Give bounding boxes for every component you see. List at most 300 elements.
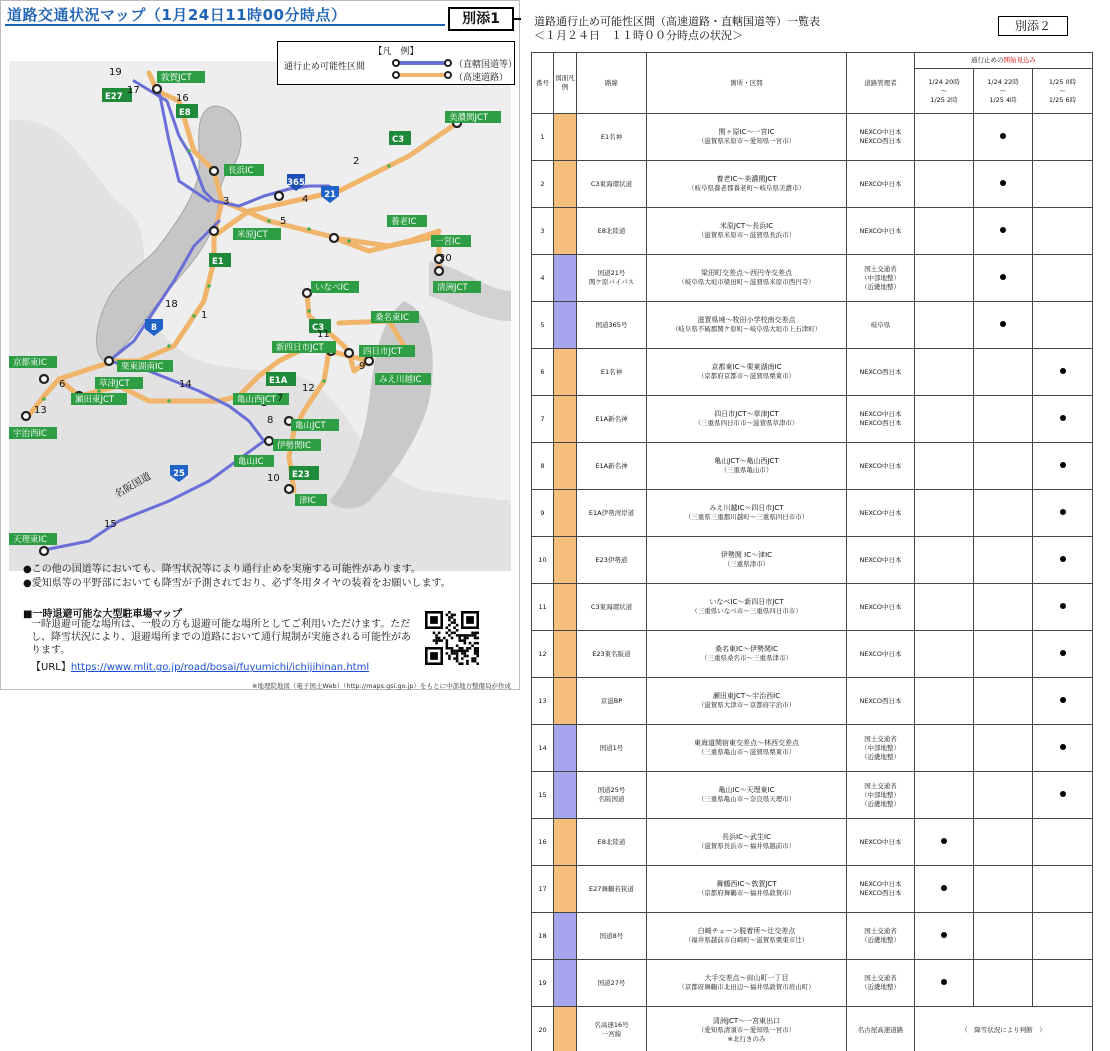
row-period-1 bbox=[915, 678, 974, 725]
place-label: 京都東IC bbox=[13, 358, 47, 368]
section-number: 9 bbox=[359, 361, 366, 372]
place-label: 亀山西JCT bbox=[237, 395, 277, 405]
category-expressway-swatch bbox=[554, 114, 576, 160]
row-route: E1名神 bbox=[577, 349, 647, 396]
closure-start-dot bbox=[941, 932, 947, 938]
node-nagahama bbox=[210, 167, 218, 175]
period-line: 1/24 20時 bbox=[928, 77, 960, 86]
legend-dot-start bbox=[392, 71, 400, 79]
qr-module bbox=[448, 657, 451, 660]
header-start-a: 通行止めの bbox=[971, 56, 1004, 64]
route-label: C3 bbox=[312, 323, 325, 333]
row-number: 15 bbox=[532, 772, 554, 819]
row-period-2 bbox=[974, 819, 1033, 866]
section-sub: （三重県いなべ市～三重県四日市市） bbox=[691, 607, 802, 615]
row-route: E8北陸道 bbox=[577, 208, 647, 255]
section-sub: （京都府舞鶴市～福井県敦賀市） bbox=[697, 889, 796, 897]
section-sub: （滋賀県大津市～京都府宇治市） bbox=[697, 701, 796, 709]
section-sub: （京都府京都市～滋賀県栗東市） bbox=[697, 372, 796, 380]
row-period-3 bbox=[1033, 631, 1093, 678]
table-row bbox=[532, 1007, 1093, 1051]
row-period-3 bbox=[1033, 349, 1093, 396]
table-row bbox=[532, 302, 1093, 349]
qr-module bbox=[464, 634, 467, 637]
header-manager: 道路管理者 bbox=[847, 53, 915, 114]
qr-module bbox=[476, 637, 479, 640]
row-period-2 bbox=[974, 490, 1033, 537]
closure-start-dot bbox=[1000, 180, 1006, 186]
period-line: 1/25 0時 bbox=[1048, 77, 1077, 86]
row-period-1 bbox=[915, 866, 974, 913]
section-number: 7 bbox=[277, 393, 284, 404]
row-route: E8北陸道 bbox=[577, 819, 647, 866]
table-row bbox=[532, 114, 1093, 161]
row-section bbox=[647, 913, 847, 960]
row-period-1 bbox=[915, 302, 974, 349]
shield-label: 21 bbox=[324, 190, 336, 200]
row-number: 6 bbox=[532, 349, 554, 396]
shield-label: 25 bbox=[173, 469, 185, 479]
row-number: 14 bbox=[532, 725, 554, 772]
node-maibara bbox=[210, 227, 218, 235]
qr-module bbox=[453, 619, 456, 622]
row-period-1 bbox=[915, 255, 974, 302]
row-number: 2 bbox=[532, 161, 554, 208]
qr-module bbox=[471, 660, 474, 663]
qr-module bbox=[448, 629, 451, 632]
row-category bbox=[554, 772, 577, 819]
section-number: 12 bbox=[302, 383, 315, 394]
qr-module bbox=[474, 657, 477, 660]
qr-module bbox=[435, 637, 438, 640]
section-sub: （滋賀県長浜市～福井県越前市） bbox=[697, 842, 796, 850]
section-sub: （京都府舞鶴市北田辺～福井県敦賀市肩山町） bbox=[678, 983, 815, 991]
qr-module bbox=[456, 650, 459, 653]
row-category bbox=[554, 584, 577, 631]
node-kameyamaic bbox=[265, 437, 273, 445]
row-manager: NEXCO中日本 bbox=[847, 490, 915, 537]
row-manager: NEXCO西日本 bbox=[847, 349, 915, 396]
node-tsuruga bbox=[153, 85, 161, 93]
row-category bbox=[554, 114, 577, 161]
place-label: 天理東IC bbox=[13, 535, 47, 545]
category-expressway-swatch bbox=[554, 208, 576, 254]
row-route: 国道365号 bbox=[577, 302, 647, 349]
section-main: 伊勢関 IC～津IC bbox=[720, 551, 773, 559]
qr-module bbox=[430, 616, 438, 624]
closure-start-dot bbox=[1060, 791, 1066, 797]
header-period-1 bbox=[915, 69, 974, 114]
section-main: 舞鶴西IC～敦賀JCT bbox=[716, 880, 777, 888]
header-num: 番号 bbox=[532, 53, 554, 114]
section-number: 10 bbox=[267, 473, 280, 484]
row-section bbox=[647, 302, 847, 349]
row-category bbox=[554, 208, 577, 255]
legend-label: 通行止め可能性区間 bbox=[284, 62, 366, 72]
section-main: 養老IC～美濃関JCT bbox=[716, 175, 777, 183]
row-period-1 bbox=[915, 772, 974, 819]
row-section bbox=[647, 490, 847, 537]
qr-code[interactable] bbox=[425, 611, 479, 665]
closure-start-dot bbox=[941, 979, 947, 985]
row-number: 13 bbox=[532, 678, 554, 725]
row-category bbox=[554, 631, 577, 678]
place-label: 伊勢関IC bbox=[277, 441, 311, 451]
table-row bbox=[532, 725, 1093, 772]
row-route: E23東名阪道 bbox=[577, 631, 647, 678]
legend-dot-end bbox=[444, 71, 452, 79]
table-row bbox=[532, 819, 1093, 866]
legend-expressway-text: （高速道路） bbox=[454, 73, 509, 83]
table-row bbox=[532, 866, 1093, 913]
row-manager: NEXCO中日本 NEXCO西日本 bbox=[847, 396, 915, 443]
section-sub: （愛知県清須市～愛知県一宮市） bbox=[697, 1025, 796, 1034]
section-sub: （三重県亀山市～奈良県天理市） bbox=[697, 795, 796, 803]
section-number: 17 bbox=[127, 85, 140, 96]
row-route: E23伊勢道 bbox=[577, 537, 647, 584]
qr-module bbox=[461, 652, 464, 655]
qr-module bbox=[458, 639, 461, 642]
row-category bbox=[554, 302, 577, 349]
category-direct-swatch bbox=[554, 772, 576, 818]
qr-module bbox=[438, 639, 441, 642]
qr-module bbox=[446, 652, 449, 655]
row-number: 8 bbox=[532, 443, 554, 490]
category-expressway-swatch bbox=[554, 819, 576, 865]
row-category bbox=[554, 725, 577, 772]
qr-module bbox=[476, 642, 479, 645]
qr-module bbox=[456, 644, 459, 647]
row-manager: NEXCO西日本 bbox=[847, 678, 915, 725]
qr-module bbox=[474, 647, 477, 650]
row-period-2 bbox=[974, 631, 1033, 678]
node-tenrihigashi bbox=[40, 547, 48, 555]
route-label: C3 bbox=[392, 135, 405, 145]
section-main: 長浜IC～武生IC bbox=[722, 833, 771, 841]
qr-module bbox=[438, 637, 441, 640]
row-manager: 国土交通省 （近畿地整） bbox=[847, 913, 915, 960]
table-row bbox=[532, 678, 1093, 725]
qr-module bbox=[471, 632, 474, 635]
map-legend bbox=[277, 41, 518, 85]
row-manager: NEXCO中日本 bbox=[847, 819, 915, 866]
section-sub: （三重県亀山市～滋賀県栗東市） bbox=[697, 748, 796, 756]
place-label: 草津JCT bbox=[99, 379, 130, 389]
parking-body: 一時退避可能な場所は、一般の方も退避可能な場所としてご利用いただけます。ただし、降雪状況により、退避場所までの道路において通行規制が実施される可能性があります。 bbox=[31, 619, 411, 656]
qr-module bbox=[461, 639, 464, 642]
closure-start-dot bbox=[1060, 556, 1066, 562]
place-label: いなべIC bbox=[315, 283, 349, 293]
qr-module bbox=[461, 662, 464, 665]
row-period-1 bbox=[915, 443, 974, 490]
closure-table bbox=[531, 52, 1093, 1051]
qr-module bbox=[474, 637, 477, 640]
route-label: E1A bbox=[269, 376, 288, 386]
row-period-3 bbox=[1033, 302, 1093, 349]
row-period-3 bbox=[1033, 114, 1093, 161]
closure-start-dot bbox=[1060, 744, 1066, 750]
row-period-3 bbox=[1033, 396, 1093, 443]
legend-direct-text: （直轄国道等） bbox=[454, 60, 518, 70]
qr-module bbox=[453, 621, 456, 624]
qr-module bbox=[466, 634, 469, 637]
table-row bbox=[532, 537, 1093, 584]
closure-start-dot bbox=[1000, 274, 1006, 280]
header-section: 箇所・区間 bbox=[647, 53, 847, 114]
qr-module bbox=[453, 657, 456, 660]
row-period-1 bbox=[915, 537, 974, 584]
row-period-3 bbox=[1033, 772, 1093, 819]
row-number: 9 bbox=[532, 490, 554, 537]
row-route: 国道27号 bbox=[577, 960, 647, 1007]
period-line: 1/25 6時 bbox=[1048, 95, 1077, 104]
place-label: 清洲JCT bbox=[437, 283, 468, 293]
place-label: 亀山JCT bbox=[295, 421, 326, 431]
node-yoro bbox=[330, 234, 338, 242]
row-period-3 bbox=[1033, 537, 1093, 584]
section-sub: （三重県亀山市） bbox=[720, 466, 773, 474]
route-label: E23 bbox=[292, 470, 310, 480]
row-period-2 bbox=[974, 537, 1033, 584]
section-sub: （三重県津市） bbox=[723, 560, 770, 568]
qr-module bbox=[466, 616, 474, 624]
table-row bbox=[532, 490, 1093, 537]
row-period-2 bbox=[974, 725, 1033, 772]
section-number: 2 bbox=[353, 156, 360, 167]
parking-url-link[interactable]: https://www.mlit.go.jp/road/bosai/fuyumichi/ichijihinan.html bbox=[70, 662, 370, 673]
qr-module bbox=[448, 619, 451, 622]
qr-module bbox=[466, 650, 469, 653]
row-number: 10 bbox=[532, 537, 554, 584]
qr-module bbox=[451, 614, 454, 617]
table-row bbox=[532, 913, 1093, 960]
row-period-3 bbox=[1033, 208, 1093, 255]
closure-start-dot bbox=[1060, 368, 1066, 374]
section-main: 東海道関宿東交差点～林西交差点 bbox=[694, 739, 799, 747]
row-manager: NEXCO中日本 bbox=[847, 443, 915, 490]
route-label: E8 bbox=[179, 108, 191, 118]
place-label: 桑名東IC bbox=[375, 313, 409, 323]
place-label: 美濃関JCT bbox=[449, 113, 489, 123]
annex-connector bbox=[513, 18, 521, 20]
parking-url-line bbox=[31, 658, 369, 673]
section-sub: （福井県越前市白崎町～滋賀県栗東市辻） bbox=[684, 936, 809, 944]
qr-module bbox=[464, 637, 467, 640]
qr-module bbox=[464, 650, 467, 653]
section-sub: （滋賀県米原市～滋賀県長浜市） bbox=[697, 231, 796, 239]
place-label: 新四日市JCT bbox=[276, 343, 324, 353]
category-expressway-swatch bbox=[554, 678, 576, 724]
row-period-3 bbox=[1033, 866, 1093, 913]
map-title: 道路交通状況マップ（1月24日11時00分時点） bbox=[7, 6, 347, 24]
qr-module bbox=[469, 647, 472, 650]
annex-1-badge: 別添1 bbox=[448, 7, 514, 31]
place-label: 一宮IC bbox=[435, 237, 461, 247]
category-expressway-swatch bbox=[554, 1007, 576, 1051]
qr-module bbox=[446, 632, 449, 635]
category-expressway-swatch bbox=[554, 490, 576, 536]
closure-start-dot bbox=[1000, 227, 1006, 233]
table-title bbox=[534, 15, 820, 43]
row-route: 国道25号 名阪国道 bbox=[577, 772, 647, 819]
row-section bbox=[647, 819, 847, 866]
table-body bbox=[532, 114, 1093, 1051]
qr-module bbox=[433, 639, 436, 642]
row-section bbox=[647, 866, 847, 913]
row-period-1 bbox=[915, 208, 974, 255]
node-ujinishi bbox=[22, 412, 30, 420]
qr-module bbox=[476, 652, 479, 655]
row-manager: NEXCO中日本 bbox=[847, 161, 915, 208]
section-main: 亀山IC～天理東IC bbox=[718, 786, 775, 794]
category-expressway-swatch bbox=[554, 396, 576, 442]
qr-module bbox=[474, 650, 477, 653]
qr-module bbox=[453, 614, 456, 617]
row-manager: 岐阜県 bbox=[847, 302, 915, 349]
row-period-2 bbox=[974, 114, 1033, 161]
qr-module bbox=[476, 662, 479, 665]
qr-module bbox=[448, 624, 451, 627]
row-period-2 bbox=[974, 302, 1033, 349]
qr-module bbox=[458, 647, 461, 650]
table-row bbox=[532, 161, 1093, 208]
section-sub: （滋賀県米原市～愛知県一宮市） bbox=[697, 137, 796, 145]
row-period-1 bbox=[915, 725, 974, 772]
qr-module bbox=[466, 637, 469, 640]
closure-start-dot bbox=[941, 885, 947, 891]
row-period-2 bbox=[974, 161, 1033, 208]
qr-module bbox=[464, 642, 467, 645]
row-category bbox=[554, 349, 577, 396]
row-period-3 bbox=[1033, 960, 1093, 1007]
table-row bbox=[532, 208, 1093, 255]
row-period-2 bbox=[974, 255, 1033, 302]
qr-module bbox=[448, 655, 451, 658]
qr-module bbox=[466, 662, 469, 665]
row-route: 国道1号 bbox=[577, 725, 647, 772]
period-line: ～ bbox=[1059, 86, 1066, 95]
qr-module bbox=[461, 650, 464, 653]
category-expressway-swatch bbox=[554, 443, 576, 489]
row-number: 5 bbox=[532, 302, 554, 349]
row-period-1 bbox=[915, 490, 974, 537]
section-main: 四日市JCT～草津JCT bbox=[714, 410, 779, 418]
legend-direct-line bbox=[396, 61, 448, 65]
legend-dot-end bbox=[444, 59, 452, 67]
row-section bbox=[647, 631, 847, 678]
route-label: E1 bbox=[212, 257, 224, 267]
row-special-status: （ 降雪状況により判断 ） bbox=[915, 1007, 1093, 1051]
legend-dot-start bbox=[392, 59, 400, 67]
closure-start-dot bbox=[1060, 509, 1066, 515]
section-sub: （岐阜県養老郡養老町～岐阜県美濃市） bbox=[688, 184, 805, 192]
qr-module bbox=[474, 632, 477, 635]
qr-module bbox=[451, 632, 454, 635]
row-route: E1名神 bbox=[577, 114, 647, 161]
row-route: 京滋BP bbox=[577, 678, 647, 725]
qr-module bbox=[474, 660, 477, 663]
qr-module bbox=[456, 657, 459, 660]
annex-2-badge: 別添２ bbox=[998, 16, 1068, 36]
row-number: 18 bbox=[532, 913, 554, 960]
node-yokkaichi bbox=[345, 349, 353, 357]
row-number: 1 bbox=[532, 114, 554, 161]
qr-module bbox=[446, 639, 449, 642]
section-number: 19 bbox=[109, 67, 122, 78]
row-category bbox=[554, 396, 577, 443]
category-expressway-swatch bbox=[554, 161, 576, 207]
qr-module bbox=[469, 634, 472, 637]
section-main: 亀山JCT～亀山西JCT bbox=[714, 457, 779, 465]
row-period-1 bbox=[915, 960, 974, 1007]
node-rittokonan bbox=[105, 357, 113, 365]
qr-module bbox=[448, 616, 451, 619]
period-line: 1/25 2時 bbox=[930, 95, 958, 104]
qr-module bbox=[446, 644, 449, 647]
header-start-estimate bbox=[915, 53, 1093, 69]
qr-module bbox=[456, 660, 459, 663]
section-number: 20 bbox=[439, 253, 452, 264]
qr-module bbox=[435, 634, 438, 637]
qr-module bbox=[456, 634, 459, 637]
qr-module bbox=[458, 634, 461, 637]
row-period-2 bbox=[974, 960, 1033, 1007]
row-section bbox=[647, 114, 847, 161]
row-category bbox=[554, 866, 577, 913]
header-period-3 bbox=[1033, 69, 1093, 114]
qr-module bbox=[474, 634, 477, 637]
qr-module bbox=[458, 637, 461, 640]
section-main: 関ヶ原IC～一宮IC bbox=[718, 128, 775, 136]
row-category bbox=[554, 913, 577, 960]
qr-module bbox=[451, 621, 454, 624]
place-label: 長浜IC bbox=[228, 166, 254, 176]
row-manager: 国土交通省 （近畿地整） bbox=[847, 960, 915, 1007]
row-period-3 bbox=[1033, 490, 1093, 537]
row-number: 7 bbox=[532, 396, 554, 443]
section-number: 1 bbox=[201, 310, 208, 321]
qr-module bbox=[476, 655, 479, 658]
header-legend: 図面凡例 bbox=[554, 53, 577, 114]
row-category bbox=[554, 255, 577, 302]
section-main: いなべIC～新四日市JCT bbox=[709, 598, 784, 606]
qr-module bbox=[466, 647, 469, 650]
section-main: 米原JCT～長浜IC bbox=[719, 222, 774, 230]
row-category bbox=[554, 678, 577, 725]
row-period-2 bbox=[974, 913, 1033, 960]
qr-module bbox=[476, 647, 479, 650]
node-tsu bbox=[285, 485, 293, 493]
category-expressway-swatch bbox=[554, 631, 576, 677]
category-direct-swatch bbox=[554, 960, 576, 1006]
row-section bbox=[647, 1007, 847, 1051]
row-category bbox=[554, 161, 577, 208]
row-section bbox=[647, 161, 847, 208]
url-label: 【URL】 bbox=[31, 662, 71, 673]
closure-start-dot bbox=[941, 838, 947, 844]
row-period-2 bbox=[974, 396, 1033, 443]
qr-module bbox=[474, 642, 477, 645]
section-number: 8 bbox=[267, 415, 274, 426]
header-start-b: 開始見込み bbox=[1003, 56, 1036, 64]
row-manager: NEXCO中日本 bbox=[847, 584, 915, 631]
section-main: 滋賀県境～牧田小学校南交差点 bbox=[697, 316, 796, 324]
section-number: 13 bbox=[34, 405, 47, 416]
header-route: 路線 bbox=[577, 53, 647, 114]
qr-module bbox=[471, 634, 474, 637]
qr-module bbox=[451, 616, 454, 619]
shield-label: 8 bbox=[151, 323, 157, 333]
